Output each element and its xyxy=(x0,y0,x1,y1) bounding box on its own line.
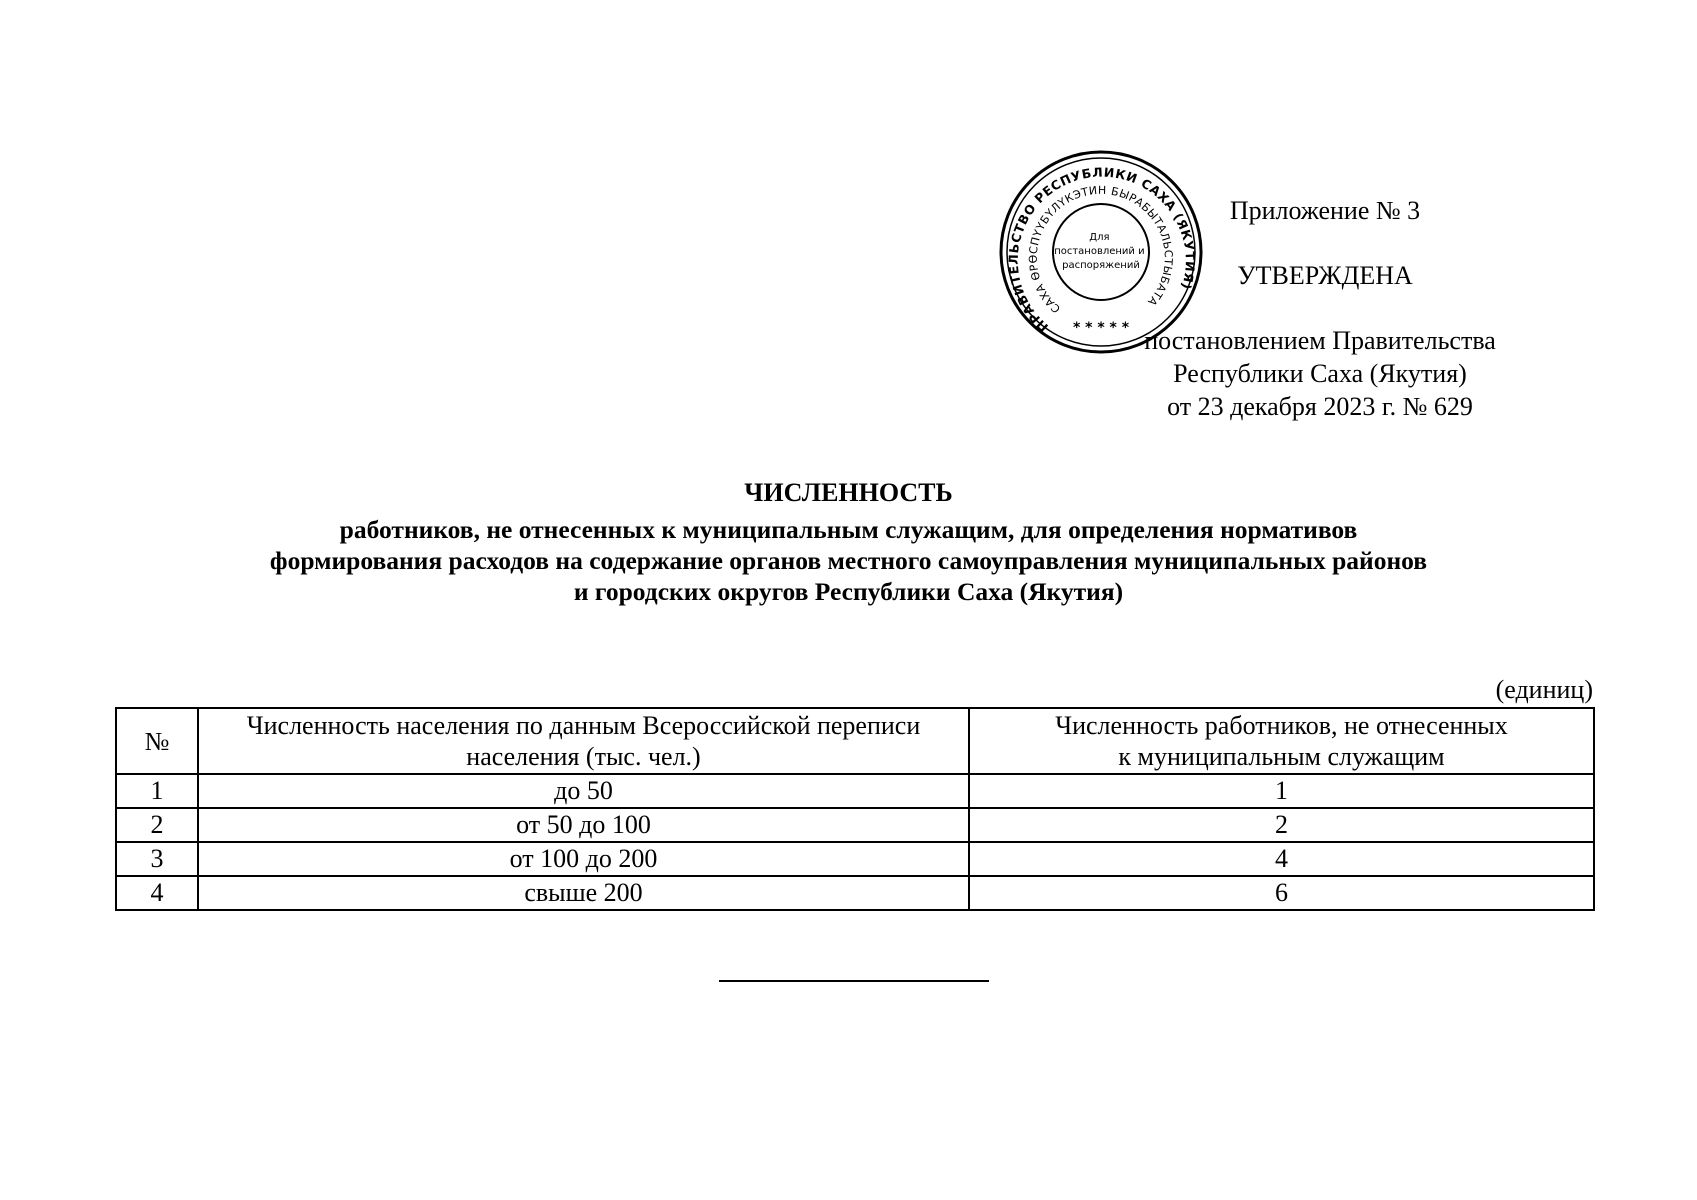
document-title: ЧИСЛЕННОСТЬ xyxy=(744,478,953,507)
table-row xyxy=(116,774,1594,808)
seal-outer-text: ПРАВИТЕЛЬСТВО РЕСПУБЛИКИ САХА (ЯКУТИЯ) xyxy=(1005,164,1198,336)
approval-line: Республики Саха (Якутия) xyxy=(1173,359,1467,388)
approval-line: постановлением Правительства xyxy=(1144,326,1496,355)
table-row xyxy=(116,876,1594,910)
cell-population: от 50 до 100 xyxy=(198,808,969,842)
seal-stars: * * * * * xyxy=(1072,320,1130,336)
cell-population: до 50 xyxy=(198,774,969,808)
cell-workers: 1 xyxy=(969,774,1594,808)
cell-workers: 2 xyxy=(969,808,1594,842)
header-num: № xyxy=(116,708,198,774)
staffing-table xyxy=(115,707,1595,911)
closing-divider xyxy=(719,980,989,982)
document-subtitle xyxy=(0,514,1697,607)
cell-num: 2 xyxy=(116,808,198,842)
cell-num: 4 xyxy=(116,876,198,910)
approval-details xyxy=(1120,324,1520,423)
table-row xyxy=(116,842,1594,876)
table-row xyxy=(116,808,1594,842)
header-population: Численность населения по данным Всероссийской переписи населения (тыс. чел.) xyxy=(198,708,969,774)
seal-inner-text: САХА ӨРӨСПҮҮБҮЛҮКЭТИН БЫРАБЫТАЛЬСТЫБАТА xyxy=(1026,183,1175,316)
table-header-row xyxy=(116,708,1594,774)
cell-num: 1 xyxy=(116,774,198,808)
units-label: (единиц) xyxy=(1495,675,1593,704)
approval-line: от 23 декабря 2023 г. № 629 xyxy=(1167,392,1473,421)
approved-label: УТВЕРЖДЕНА xyxy=(1237,261,1413,290)
subtitle-line: формирования расходов на содержание органов местного самоуправления муниципальных районов xyxy=(269,546,1428,575)
cell-workers: 6 xyxy=(969,876,1594,910)
appendix-label: Приложение № 3 xyxy=(1229,196,1421,225)
cell-population: от 100 до 200 xyxy=(198,842,969,876)
subtitle-line: работников, не отнесенных к муниципальным служащим, для определения нормативов xyxy=(339,515,1358,544)
cell-workers: 4 xyxy=(969,842,1594,876)
seal-center-text: Для постановлений и распоряжений xyxy=(1054,232,1145,271)
subtitle-line: и городских округов Республики Саха (Якутия) xyxy=(573,577,1124,606)
header-workers: Численность работников, не отнесенных к муниципальным служащим xyxy=(969,708,1594,774)
cell-num: 3 xyxy=(116,842,198,876)
cell-population: свыше 200 xyxy=(198,876,969,910)
